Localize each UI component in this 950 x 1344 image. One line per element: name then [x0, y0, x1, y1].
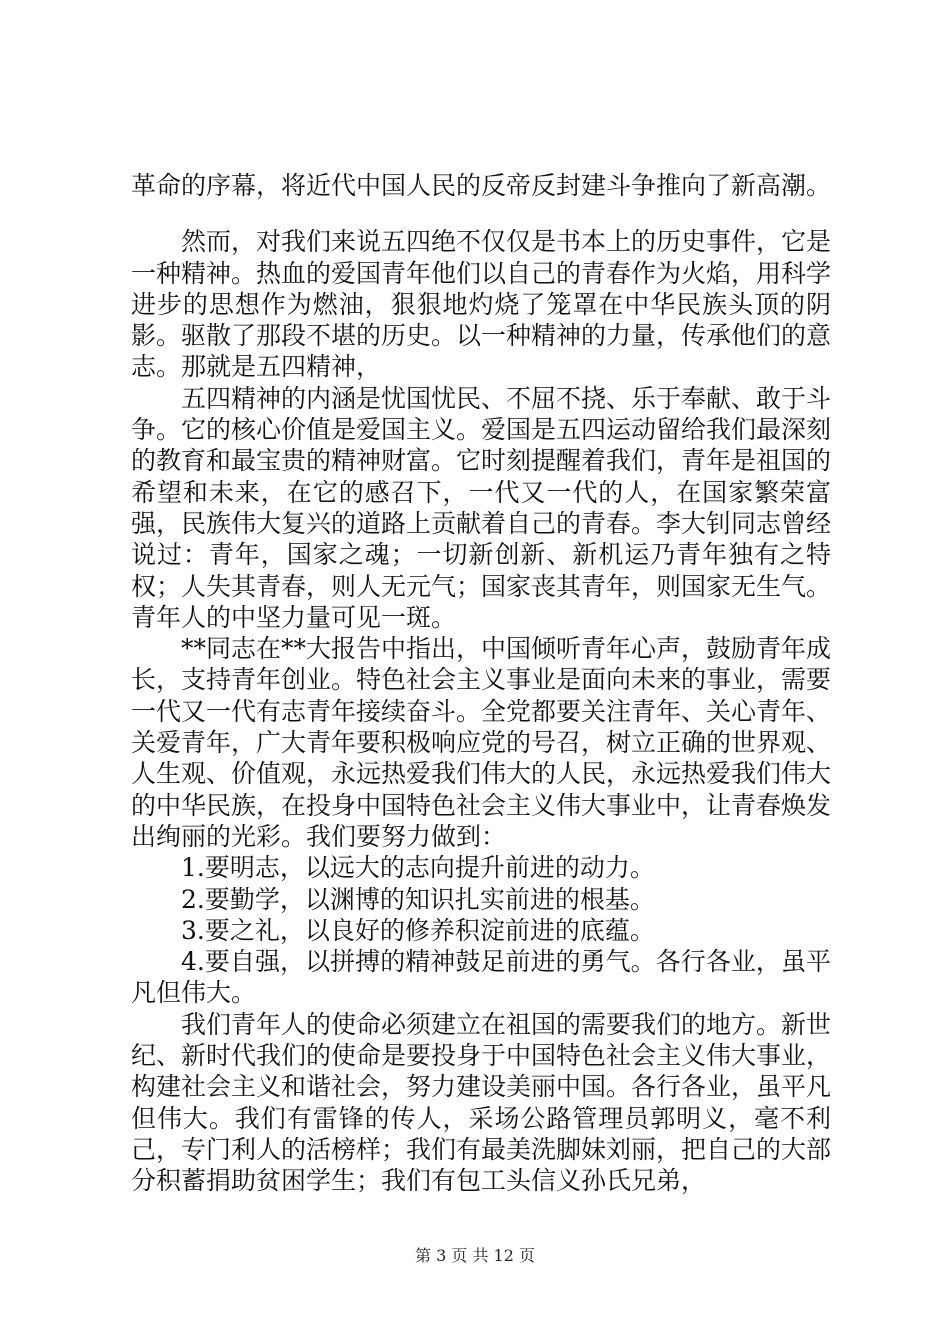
- page-footer: [0, 1243, 950, 1266]
- paragraph-3: 五四精神的内涵是忧国忧民、不屈不挠、乐于奉献、敢于斗争。它的核心价值是爱国主义。爱国是五四运动留给我们最深刻的教育和最宝贵的精神财富。它时刻提醒着我们，青年是祖国的希望和未来，在它的感召下，一代又一代的人，在国家繁荣富强，民族伟大复兴的道路上贡献着自己的青春。李大钊同志曾经说过：青年，国家之魂；一切新创新、新机运乃青年独有之特权；人失其青春，则人无元气；国家丧其青年，则国家无生气。青年人的中坚力量可见一斑。: [131, 383, 832, 632]
- paragraph-5: 我们青年人的使命必须建立在祖国的需要我们的地方。新世纪、新时代我们的使命是要投身于中国特色社会主义伟大事业，构建社会主义和谐社会，努力建设美丽中国。各行各业，虽平凡但伟大。我们有雷锋的传人，采场公路管理员郭明义，毫不利己，专门利人的活榜样；我们有最美洗脚妹刘丽，把自己的大部分积蓄捐助贫困学生；我们有包工头信义孙氏兄弟，: [131, 1009, 832, 1196]
- list-item-2: 2.要勤学，以渊博的知识扎实前进的根基。: [181, 884, 655, 914]
- paragraph-4: **同志在**大报告中指出，中国倾听青年心声，鼓励青年成长，支持青年创业。特色社会主义事业是面向未来的事业，需要一代又一代有志青年接续奋斗。全党都要关注青年、关心青年、关爱青年，广大青年要积极响应党的号召，树立正确的世界观、人生观、价值观，永远热爱我们伟大的人民，永远热爱我们伟大的中华民族，在投身中国特色社会主义伟大事业中，让青春焕发出绚丽的光彩。我们要努力做到：: [131, 634, 832, 851]
- paragraph-2: 然而，对我们来说五四绝不仅仅是书本上的历史事件，它是一种精神。热血的爱国青年他们以自己的青春作为火焰，用科学进步的思想作为燃油，狠狠地灼烧了笼罩在中华民族头顶的阴影。驱散了那段不堪的历史。以一种精神的力量，传承他们的意志。那就是五四精神，: [131, 227, 832, 382]
- document-body: [131, 170, 831, 1197]
- paragraph-1: 革命的序幕，将近代中国人民的反帝反封建斗争推向了新高潮。: [131, 171, 832, 200]
- list-item-1: 1.要明志，以远大的志向提升前进的动力。: [181, 853, 655, 883]
- paragraph-gap: [131, 201, 831, 226]
- list-item-4: 4.要自强，以拼搏的精神鼓足前进的勇气。各行各业，虽平凡但伟大。: [131, 947, 831, 1008]
- page-number-label: 第 3 页 共 12 页: [415, 1246, 535, 1265]
- list-item-3: 3.要之礼，以良好的修养积淀前进的底蕴。: [181, 915, 655, 945]
